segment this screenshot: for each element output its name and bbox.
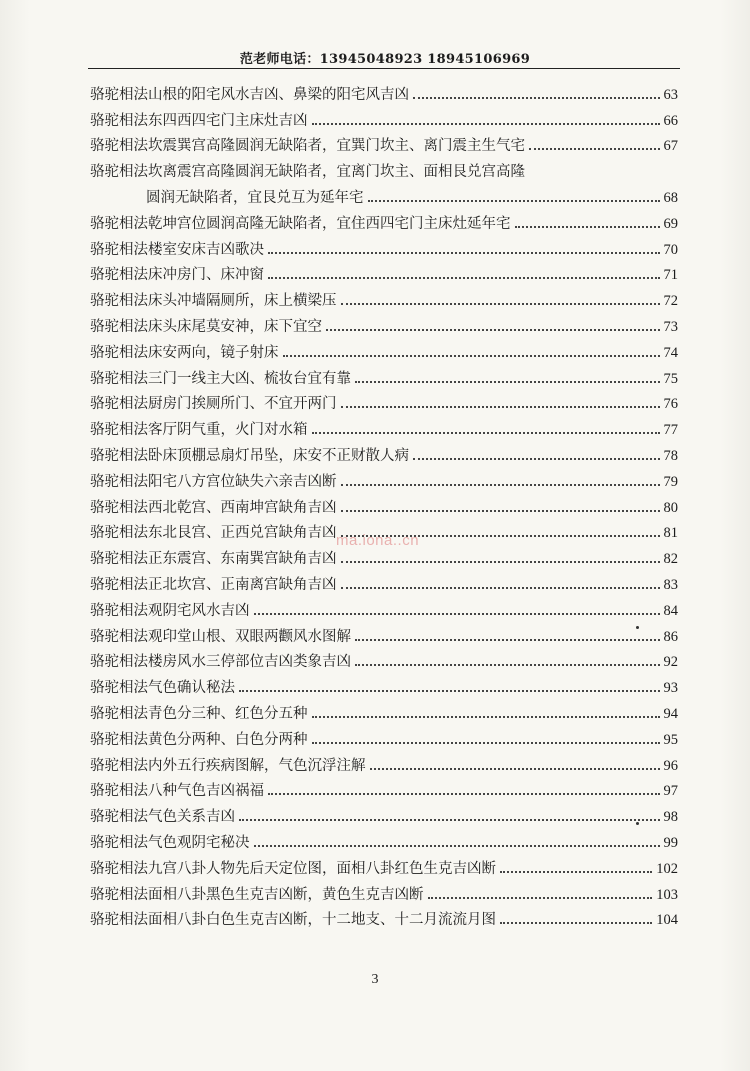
toc-entry[interactable] <box>90 723 678 749</box>
toc-entry-page: 70 <box>663 241 678 258</box>
toc-entry-title: 骆驼相法坎离震宫高隆圆润无缺陷者，宜离门坎主、面相艮兑宫高隆 <box>90 164 525 181</box>
dot-leader <box>341 303 660 305</box>
toc-entry-title: 骆驼相法气色观阴宅秘决 <box>90 834 250 851</box>
dot-leader <box>355 639 660 641</box>
toc-entry[interactable] <box>90 852 678 878</box>
toc-entry-page: 81 <box>663 525 678 542</box>
toc-entry-title: 骆驼相法内外五行疾病图解，气色沉浮注解 <box>90 757 366 774</box>
toc-entry[interactable] <box>90 749 678 775</box>
header-rule <box>88 68 680 69</box>
toc-entry[interactable] <box>90 284 678 310</box>
toc-entry[interactable] <box>90 233 678 259</box>
toc-entry[interactable] <box>90 310 678 336</box>
toc-entry[interactable] <box>90 568 678 594</box>
toc-entry-page: 76 <box>663 396 678 413</box>
toc-entry-title: 骆驼相法观印堂山根、双眼两颧风水图解 <box>90 628 351 645</box>
toc-entry-title: 骆驼相法床头冲墙隔厕所，床上横梁压 <box>90 293 337 310</box>
toc-entry-page: 94 <box>663 705 678 722</box>
toc-entry-page: 95 <box>663 731 678 748</box>
toc-entry-page: 98 <box>663 809 678 826</box>
table-of-contents <box>90 78 678 929</box>
dot-leader <box>312 742 660 744</box>
toc-entry[interactable] <box>90 465 678 491</box>
toc-entry-page: 73 <box>663 318 678 335</box>
toc-entry-title: 骆驼相法气色关系吉凶 <box>90 809 235 826</box>
toc-entry-page: 80 <box>663 499 678 516</box>
toc-entry[interactable] <box>90 130 678 156</box>
toc-entry-title: 骆驼相法气色确认秘法 <box>90 680 235 697</box>
toc-entry-title: 骆驼相法西北乾宫、西南坤宫缺角吉凶 <box>90 499 337 516</box>
toc-entry-title: 骆驼相法厨房门挨厕所门、不宜开两门 <box>90 396 337 413</box>
dot-leader <box>312 432 660 434</box>
toc-entry-page: 102 <box>656 860 678 877</box>
toc-entry-title: 骆驼相法正北坎宫、正南离宫缺角吉凶 <box>90 576 337 593</box>
toc-entry-page: 104 <box>656 912 678 929</box>
toc-entry-page: 79 <box>663 473 678 490</box>
toc-entry[interactable] <box>90 78 678 104</box>
toc-entry-page: 83 <box>663 576 678 593</box>
toc-entry[interactable] <box>90 259 678 285</box>
dot-leader <box>341 484 660 486</box>
toc-entry-page: 99 <box>663 834 678 851</box>
toc-entry-page: 86 <box>663 628 678 645</box>
toc-entry-title: 骆驼相法观阴宅风水吉凶 <box>90 602 250 619</box>
toc-entry-page: 63 <box>663 86 678 103</box>
toc-entry-title: 骆驼相法面相八卦白色生克吉凶断，十二地支、十二月流流月图 <box>90 912 496 929</box>
dot-leader <box>529 148 660 150</box>
toc-entry-title: 圆润无缺陷者，宜艮兑互为延年宅 <box>146 189 364 206</box>
toc-entry-page: 67 <box>663 138 678 155</box>
dot-leader <box>341 561 660 563</box>
toc-entry-page: 77 <box>663 422 678 439</box>
toc-entry-title: 骆驼相法坎震巽宫高隆圆润无缺陷者，宜巽门坎主、离门震主生气宅 <box>90 138 525 155</box>
watermark: ma.iona..cn <box>336 532 420 549</box>
dot-leader <box>254 845 660 847</box>
toc-entry-continuation[interactable] <box>90 181 678 207</box>
toc-entry[interactable] <box>90 671 678 697</box>
toc-entry[interactable] <box>90 646 678 672</box>
toc-entry-title: 骆驼相法面相八卦黑色生克吉凶断，黄色生克吉凶断 <box>90 886 424 903</box>
dot-leader <box>254 613 660 615</box>
toc-entry[interactable] <box>90 439 678 465</box>
toc-entry-page: 68 <box>663 189 678 206</box>
toc-entry[interactable] <box>90 413 678 439</box>
toc-entry-title: 骆驼相法卧床顶棚忌扇灯吊坠，床安不正财散人病 <box>90 447 409 464</box>
dot-leader <box>515 226 660 228</box>
dot-leader <box>368 200 660 202</box>
dot-leader <box>413 458 660 460</box>
toc-entry-page: 84 <box>663 602 678 619</box>
page-header: 范老师电话：13945048923 18945106969 <box>239 52 531 67</box>
toc-entry[interactable] <box>90 362 678 388</box>
dot-leader <box>500 922 652 924</box>
toc-entry[interactable] <box>90 904 678 930</box>
toc-entry-title: 骆驼相法楼房风水三停部位吉凶类象吉凶 <box>90 654 351 671</box>
toc-entry[interactable] <box>90 826 678 852</box>
dot-leader <box>341 510 660 512</box>
toc-entry-page: 71 <box>663 267 678 284</box>
toc-entry[interactable] <box>90 697 678 723</box>
toc-entry-title: 骆驼相法山根的阳宅风水吉凶、鼻梁的阳宅风吉凶 <box>90 86 409 103</box>
dot-leader <box>312 123 660 125</box>
toc-entry[interactable] <box>90 775 678 801</box>
toc-entry[interactable] <box>90 800 678 826</box>
toc-entry-title: 骆驼相法阳宅八方宫位缺失六亲吉凶断 <box>90 473 337 490</box>
dot-leader <box>268 793 660 795</box>
toc-entry[interactable] <box>90 207 678 233</box>
toc-entry-page: 96 <box>663 757 678 774</box>
toc-entry-title: 骆驼相法床安两向，镜子射床 <box>90 344 279 361</box>
toc-entry-page: 97 <box>663 783 678 800</box>
dot-leader <box>239 690 660 692</box>
dot-leader <box>283 355 660 357</box>
dot-leader <box>413 97 660 99</box>
toc-entry[interactable] <box>90 491 678 517</box>
toc-entry-title: 骆驼相法东北艮宫、正西兑宫缺角吉凶 <box>90 525 337 542</box>
toc-entry[interactable] <box>90 620 678 646</box>
dot-leader <box>500 871 652 873</box>
toc-entry[interactable] <box>90 155 678 181</box>
toc-entry-title: 骆驼相法床冲房门、床冲窗 <box>90 267 264 284</box>
toc-entry-title: 骆驼相法黄色分两种、白色分两种 <box>90 731 308 748</box>
toc-entry-title: 骆驼相法乾坤宫位圆润高隆无缺陷者，宜住西四宅门主床灶延年宅 <box>90 215 511 232</box>
toc-entry-title: 骆驼相法东四西四宅门主床灶吉凶 <box>90 112 308 129</box>
dot-leader <box>355 664 660 666</box>
toc-entry-page: 93 <box>663 680 678 697</box>
dot-leader <box>341 587 660 589</box>
toc-entry[interactable] <box>90 336 678 362</box>
toc-entry-page: 69 <box>663 215 678 232</box>
toc-entry-page: 72 <box>663 293 678 310</box>
dot-leader <box>268 252 660 254</box>
toc-entry-title: 骆驼相法三门一线主大凶、梳妆台宜有靠 <box>90 370 351 387</box>
toc-entry[interactable] <box>90 594 678 620</box>
toc-entry-title: 骆驼相法正东震宫、东南巽宫缺角吉凶 <box>90 551 337 568</box>
toc-entry-page: 82 <box>663 551 678 568</box>
page-number: 3 <box>371 972 379 987</box>
toc-entry-page: 92 <box>663 654 678 671</box>
dot-leader <box>239 819 660 821</box>
toc-entry-page: 75 <box>663 370 678 387</box>
toc-entry[interactable] <box>90 388 678 414</box>
toc-entry-page: 78 <box>663 447 678 464</box>
toc-entry-title: 骆驼相法床头床尾莫安神，床下宜空 <box>90 318 322 335</box>
toc-entry-title: 骆驼相法八种气色吉凶祸福 <box>90 783 264 800</box>
dot-leader <box>355 381 660 383</box>
toc-entry-page: 103 <box>656 886 678 903</box>
toc-entry-title: 骆驼相法九宫八卦人物先后天定位图，面相八卦红色生克吉凶断 <box>90 860 496 877</box>
toc-entry[interactable] <box>90 878 678 904</box>
scan-speck <box>636 822 639 825</box>
toc-entry-title: 骆驼相法青色分三种、红色分五种 <box>90 705 308 722</box>
toc-entry-page: 66 <box>663 112 678 129</box>
toc-entry[interactable] <box>90 104 678 130</box>
scan-speck <box>636 626 639 629</box>
dot-leader <box>326 329 660 331</box>
dot-leader <box>341 406 660 408</box>
toc-entry-title: 骆驼相法楼室安床吉凶歌决 <box>90 241 264 258</box>
dot-leader <box>312 716 660 718</box>
toc-entry-page: 74 <box>663 344 678 361</box>
dot-leader <box>370 768 660 770</box>
dot-leader <box>428 897 653 899</box>
dot-leader <box>268 277 660 279</box>
toc-entry-title: 骆驼相法客厅阴气重，火门对水箱 <box>90 422 308 439</box>
